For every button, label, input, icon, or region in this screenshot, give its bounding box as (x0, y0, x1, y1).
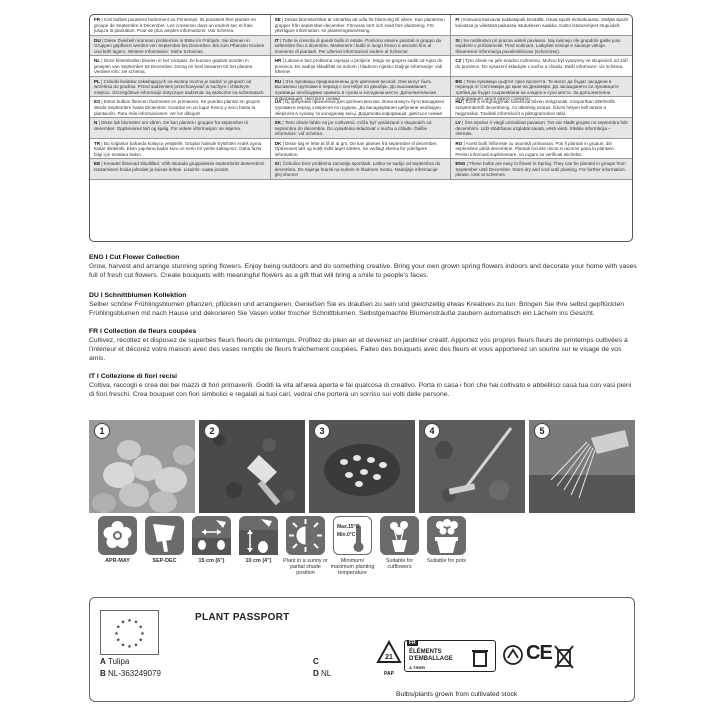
lang-text: Čebulice brez problema zacvetijo spomladi. Lahko se sadijo od septembra do decembra. Do sajenja hraniti na suhem in hladnem mestu. Nadaljnje informacije: glej sheme! (274, 161, 441, 178)
lang-cell-pl: PL | Cebulki kwiatów zakwitających na wiosnę można je sadzić w grupach od września do grudnia. Przed sadzeniem przechowywać w suchym i chłodnym miejscu. Szczegółowe informacje dotyczące sadzenia: są widoczne na schematach. (90, 77, 271, 98)
icon-caption: Minimum/ maximum planting temperature (330, 558, 375, 577)
lang-code: BG (455, 78, 463, 84)
pot-icon (427, 516, 466, 555)
lang-text: Lukovice bez problema cvjetaju u proljeće. Mogu se grupno saditi od rujna do prosinca. Do sadnje skladištiti na suhom i hladnom mjestu. Daljnje informacije: vidi Sheme! (274, 58, 443, 75)
lang-text: Эти луковицы предназначены для цветения весной. Они могут быть высажены группами в период с сентября по декабрь. До высаживания луковицы необходимо хранить в сухом и холодном месте. Дополнительная информация: смотрите схемы! (274, 78, 437, 101)
collection-title: ENG I Cut Flower Collection (89, 254, 180, 261)
lang-cell-dk: DK | Disse løg er lette at få til at gro. De kan plantes fra september til december. Opbevares tørt og koldt indtil løget sættes. Se vedlagt skema for yderligere information. (271, 139, 452, 160)
lang-code: EE (94, 161, 101, 167)
eu-star: ★ (114, 631, 119, 637)
lang-text: These bulbs are easy to flower in Spring. They can be planted in groups from September until December. Store dry and cool until planting. For further information: please, look at schemes. (455, 161, 626, 178)
collection-title: IT I Collezione di fiori recisi (89, 373, 177, 380)
step-number: 3 (314, 423, 330, 439)
lang-text: Tyto cibule na jaře snadno rozkvetou. Mohou být vysazeny ve skupinách od září do prosince. Do vysazení skladujte v suchu a chladu. Další informace: viz schéma. (455, 58, 628, 69)
lang-cell-si: SI | Se rastlinstvo pri prazna aniteli paviwani. Naj rasinejo rile grupdrilo galite jusu sopdenti v pričidarnosti. Pred sodinant. Laikykite vėsioje ir sausoje vietoje. Išsamesnė informacija paveikslėliuose (schemose). (451, 36, 632, 57)
eu-flag-icon (100, 610, 159, 655)
spacing-icon (192, 516, 231, 555)
passport-field-d: D NL (313, 669, 332, 678)
triman-icon (502, 644, 524, 671)
depth-icon (239, 516, 278, 555)
lang-cell-ru: RU | Эти луковицы предназначены для цветения весной. Они могут быть высажены группами в период с сентября по декабрь. До высаживания луковицы необходимо хранить в сухом и холодном месте. Дополнительная информация: смотрите схемы! (271, 77, 452, 98)
sun-icon (286, 516, 325, 555)
lang-code: DU (94, 37, 101, 43)
lang-text: Dessa blomsterlökar är utmärkta att odla för blomning till våren. Kan planteras i grupper från september-december. Förvaras torrt och svalt före plantering. För ytterligare information: se planteringsanvisning. (274, 17, 446, 34)
lang-text: Deze bloembollen bloeien in het voorjaar. Ze kunnen geplant worden in groepen van September tot December. Droog en koel bewaren tot het planten. Verdere info: zie schema. (94, 58, 254, 75)
eu-star: ★ (140, 631, 145, 637)
icon-bloom-period (95, 516, 140, 564)
lang-code: NL (94, 58, 101, 64)
passport-field-a: A Tulipa (100, 657, 130, 666)
passport-title: PLANT PASSPORT (195, 612, 290, 623)
fr-sub: À TRIER (409, 665, 425, 670)
trowel-icon (145, 516, 184, 555)
lang-text: Tutte la crescita di questi bulbi in estate. Possono essere piantati in gruppo da settembre fino a dicembre. Mantenere i bulbi in luogo fresco e asciutto fino al momento di piantarli. Per ulteriori informazioni vedere al Schema! (274, 37, 442, 54)
lang-code: PL (94, 78, 100, 84)
collection-it (89, 373, 637, 399)
lang-cell-nl: NL | Deze bloembollen bloeien in het voorjaar. Ze kunnen geplant worden in groepen van September tot December. Droog en koel bewaren tot het planten. Verdere info: zie schema. (90, 56, 271, 77)
lang-text: Bu soğanlar baharda kolayca yetiştirilir. Gruplar halinde Eylül'den Aralık ayına kadar dikilebilir. Ekim yapılana kadar kuru ve serin bir yerde saklayınız. Daha fazla bilgi için emalara bakın. (94, 140, 262, 157)
lang-code: TR (94, 140, 101, 146)
lang-cell-hu: HU | Ezek a virághagymák tavasszal bőven virágzanak. Csoportban ültethetők szeptembertől decemberig. Az ültetésig száraz, hűvös helyen kell tartani a hagymákat. További információt a piktogramokon talál. (451, 97, 632, 118)
weee-bin-icon (553, 644, 575, 675)
lang-text: Diese Zwiebeln kommen problemlos in Blüte im Frühjahr. Sie können in Gruppen gepflanzt werden von September bis Dezember. Bis zum Pflanzen trocken und kühl lagern. Weitere Information: Siehe Schemas. (94, 37, 265, 54)
passport-field-b: B NL-363249079 (100, 669, 161, 678)
eu-star: ★ (138, 624, 144, 631)
lang-text: Тези луковици цъфтят през пролетта. Те могат да бъдат засадени в периода от Септември до края на Декември. До засаждането си луковиците трябва да бъдат съхранявани на хладно и сухо място. За допълнителна информация, моля вижте схемата! (455, 78, 619, 101)
lang-code: UA (274, 99, 282, 105)
icon-spacing (189, 516, 234, 564)
step-number: 5 (534, 423, 550, 439)
collection-title: FR I Collection de fleurs coupées (89, 328, 197, 335)
collection-text: Selber schöne Frühlingsblumen pflanzen, pflücken und arrangieren. Genießen Sie es draußen zu sein und gleichzeitig etwas Kreatives zu tun. Bringen Sie Ihre selbst gepflückten Frühlingsblumen mit nach Hause und dekorieren Sie Vasen voller frischer Schnittblumen. Selbstgemachte Blumensträuße zaubern automatisch ein Lächeln ins Gesicht. (89, 301, 625, 318)
lang-code: CZ (455, 58, 462, 64)
icon-pots (424, 516, 469, 564)
lang-cell-es: ES | Estos bulbos florecen fácilmente en primavera. Se pueden plantar en grupos desde Septiembre hasta Diciembre. Guardar en un lugar fresco y seco hasta la plantación. Para más informaciones: ver los dibujos! (90, 97, 271, 118)
flower-icon (98, 516, 137, 555)
lang-cell-sk: SK | Tieto cibule ľahko na jar rozkvetnú. môžu byť vysádzané v skupinách od septembra do decembra. Do vysadenia skladovať v suchu a chlade. Ďalšie informácie: viď schéma. (271, 118, 452, 139)
lang-code: ES (94, 99, 101, 105)
lang-text: Estos bulbos florecen fácilmente en primavera. Se pueden plantar en grupos desde Septiembre hasta Diciembre. Guardar en un lugar fresco y seco hasta la plantación. Para más informaciones: ver los dibujos! (94, 99, 260, 116)
lang-text: Kevadel õitsevad sibullilled. Võib istutada gruppidesse septembrist detsembrini. Istutamiseni hoida jahedas ja kuivas kohas. Lisainfo: vaata joonist. (94, 161, 266, 172)
lang-text: Disse løg er lette at få til at gro. De kan plantes fra september til december. Opbevares tørt og koldt indtil løget sættes. Se vedlagt skema for yderligere information. (274, 140, 438, 157)
lang-code: SI (274, 161, 279, 167)
collection-title: DU I Schnittblumen Kollektion (89, 292, 187, 299)
lang-code: IT (274, 37, 279, 43)
lang-cell-it: IT | Tutte la crescita di questi bulbi in estate. Possono essere piantati in gruppo da settembre fino a dicembre. Mantenere i bulbi in luogo fresco e asciutto fino al momento di piantarli. Per ulteriori informazioni vedere al Schema! (271, 36, 452, 57)
eu-star: ★ (138, 637, 144, 644)
bin-icon (469, 646, 491, 668)
lang-code: FI (455, 17, 460, 22)
planting-steps (89, 420, 635, 513)
icon-caption: Suitable for cutflowers (385, 558, 414, 571)
lang-text: Šos sīpolus ir viegli uzziedinat pavasarī. Tos var stādīt grupās no septembra līdz decembrim. Līdz stādīšanai uzglabāt sausā, vēsā vietā. Sīkāka informācija – shēmās. (455, 119, 628, 137)
icon-depth (236, 516, 281, 564)
icon-caption: 10 cm (4") (245, 558, 272, 564)
step-photo-3 (309, 420, 415, 513)
ce-mark: CE (526, 642, 552, 664)
lang-text: Acest bulb înflorește cu ușurință primavara. Poti fi plantati in grupuri, din septembrie până decembrie. Plantati locurile uscat si racoros pana la plantare. Pentru informatii suplimentare, va rugam sa verificati etichetta. (455, 140, 615, 157)
lang-code: DK (274, 140, 282, 146)
icon-caption: 15 cm (6") (198, 558, 225, 564)
svg-text:Max.15°C: Max.15°C (337, 524, 360, 530)
eu-star: ★ (127, 644, 132, 650)
lang-code: RO (455, 140, 463, 146)
lang-cell-si: SI | Čebulice brez problema zacvetijo spomladi. Lahko se sadijo od septembra do decembra. Do sajenja hraniti na suhem in hladnem mestu. Nadaljnje informacije: glej sheme! (271, 159, 452, 180)
lang-cell-lv: LV | Šos sīpolus ir viegli uzziedinat pavasarī. Tos var stādīt grupās no septembra līdz decembrim. Līdz stādīšanai uzglabāt sausā, vēsā vietā. Sīkāka informācija – shēmās. (451, 118, 632, 139)
passport-field-c: C (313, 657, 319, 666)
icon-caption: APR-MAY (105, 558, 130, 564)
icon-planting-period (142, 516, 187, 564)
lang-cell-du: DU | Diese Zwiebeln kommen problemlos in Blüte im Frühjahr. Sie können in Gruppen gepflanzt werden von September bis Dezember. Bis zum Pflanzen trocken und kühl lagern. Weitere Information: Siehe Schemas. (90, 36, 271, 57)
triman-box (404, 640, 496, 672)
lang-text: Ces bulbes poussent facilement au Printemps. Ils poussent être plantés en groupe de Septembre à Décembre. Les conserver dans un endroit sec et frais jusqu'à la plantation. Pour de plus amples informations: Voir schéma. (94, 17, 257, 34)
planting-icons (95, 516, 535, 581)
step-number: 4 (424, 423, 440, 439)
icon-caption: Plant in a sunny or partial shade position (283, 558, 328, 577)
lang-cell-tr: TR | Bu soğanlar baharda kolayca yetiştirilir. Gruplar halinde Eylül'den Aralık ayına kadar dikilebilir. Ekim yapılana kadar kuru ve serin bir yerde saklayınız. Daha fazla bilgi için emalara bakın. (90, 139, 271, 160)
lang-code: HU (455, 99, 462, 105)
step-photo-2 (199, 420, 305, 513)
thermometer-icon (333, 516, 372, 555)
recycle-pap-icon (376, 640, 402, 677)
step-photo-5 (529, 420, 635, 513)
lang-code: ENG (455, 161, 466, 167)
lang-cell-cz: CZ | Tyto cibule na jaře snadno rozkvetou. Mohou být vysazeny ve skupinách od září do prosince. Do vysazení skladujte v suchu a chladu. Další informace: viz schéma. (451, 56, 632, 77)
collection-text: Coltiva, raccogli e crea dei bei mazzi di fiori primaverili. Goditi la vita all'area aperta e fai qualcosa di creativo. Porta in casa i fiori che hai coltivato e abbellisci casa tua con vasi pieni di fiori freschi. Crea bouquet con fiori simbolici e regalali ai tuoi cari, vedrai che porterà un sorriso sui volti delle persone. (89, 382, 632, 399)
icon-caption: SEP-DEC (152, 558, 177, 564)
lang-code: SE (274, 17, 281, 22)
step-photo-4 (419, 420, 525, 513)
lang-text: Cebulki kwiatów zakwitających na wiosnę można je sadzić w grupach od września do grudnia. Przed sadzeniem przechowywać w suchym i chłodnym miejscu. Szczegółowe informacje dotyczące sadzenia: są widoczne na schematach. (94, 78, 265, 95)
lang-cell-n: N | Disse løk blomstrer om våren. De kan plantes i grupper fra september til desember. Oppbevares tørt og kjølig. For videre informasjon: se skjema. (90, 118, 271, 139)
eu-star: ★ (133, 642, 139, 649)
lang-text: Ezek a virághagymák tavasszal bőven virágzanak. Csoportban ültethetők szeptembertől decemberig. Az ültetésig száraz, hűvös helyen kell tartani a hagymákat. További információt a piktogramokon talál. (455, 99, 615, 116)
lang-code: SI (455, 37, 460, 43)
lang-text: Disse løk blomstrer om våren. De kan plantes i grupper fra september til desember. Oppbevares tørt og kjølig. For videre informasjon: se skjema. (94, 119, 248, 131)
svg-text:21: 21 (385, 654, 393, 661)
eu-star: ★ (120, 619, 126, 626)
lang-text: Ці цибулини призначені для цвітіння весною. Вони можуть бути висаджені групами в період з вересня по грудень. До висаджування цибулини необхідно зберігати в сухому та холодному місці. Додаткова інформація: дивіться схеми! (274, 99, 444, 116)
eu-star: ★ (115, 637, 121, 644)
fr-text: ÉLÉMENTS D'EMBALLAGE (409, 649, 453, 662)
icon-caption: Suitable for pots (427, 558, 466, 564)
eu-star: ★ (115, 624, 121, 631)
cultivated-stock-note: Bulbs/plants grown from cultivated stock (396, 691, 518, 698)
lang-code: N (94, 119, 98, 125)
collection-du (89, 292, 637, 318)
step-photo-1 (89, 420, 195, 513)
fr-label: FR (409, 640, 416, 646)
pap-label: PAP (384, 671, 394, 677)
step-number: 2 (204, 423, 220, 439)
eu-star: ★ (127, 618, 132, 624)
lang-code: SK (274, 119, 282, 125)
lang-text: Se rastlinstvo pri prazna aniteli paviwani. Naj rasinejo rile grupdrilo galite jusu sopdenti v pričidarnosti. Pred sodinant. Laikykite vėsioje ir sausoje vietoje. Išsamesnė informacija paveikslėliuose (schemose). (455, 37, 621, 54)
lang-cell-eng: ENG | These bulbs are easy to flower in Spring. They can be planted in groups from September until December. Store dry and cool until planting. For further information: please, look at schemes. (451, 159, 632, 180)
eu-star: ★ (133, 619, 139, 626)
lang-cell-fi: FI | Kasvaria kasvavat kukkasipulit keväällä. Istuta sipulit eloluokuussa. Säilytä sipulit kuivassa ja viileässä paikassa istutukseen saakka. Katso istutusohjeet etupuolelt. (451, 15, 632, 36)
lang-cell-bg: BG | Тези луковици цъфтят през пролетта. Те могат да бъдат засадени в периода от Септември до края на Декември. До засаждането си луковиците трябва да бъдат съхранявани на хладно и сухо място. За допълнителна информация, моля вижте схемата! (451, 77, 632, 98)
lang-code: LV (455, 119, 461, 125)
lang-text: Kasvaria kasvavat kukkasipulit keväällä. Istuta sipulit eloluokuussa. Säilytä sipulit kuivassa ja viileässä paikassa istutukseen saakka. Katso istutusohjeet etupuolelt. (455, 17, 628, 28)
eu-star: ★ (120, 642, 126, 649)
lang-cell-se: SE | Dessa blomsterlökar är utmärkta att odla för blomning till våren. Kan planteras i grupper från september-december. Förvaras torrt och svalt före plantering. För ytterligare information: se planteringsanvisning. (271, 15, 452, 36)
cut-flower-icon (380, 516, 419, 555)
lang-cell-fr: FR | Ces bulbes poussent facilement au Printemps. Ils poussent être plantés en groupe de Septembre à Décembre. Les conserver dans un endroit sec et frais jusqu'à la plantation. Pour de plus amples informations: Voir schéma. (90, 15, 271, 36)
lang-cell-hr: HR | Lukovice bez problema cvjetaju u proljeće. Mogu se grupno saditi od rujna do prosinca. Do sadnje skladištiti na suhom i hladnom mjestu. Daljnje informacije: vidi Sheme! (271, 56, 452, 77)
icon-cutflowers (377, 516, 422, 570)
icon-sun (283, 516, 328, 577)
lang-cell-ee: EE | Kevadel õitsevad sibullilled. Võib istutada gruppidesse septembrist detsembrini. Istutamiseni hoida jahedas ja kuivas kohas. Lisainfo: vaata joonist. (90, 159, 271, 180)
lang-cell-ua: UA | Ці цибулини призначені для цвітіння весною. Вони можуть бути висаджені групами в період з вересня по грудень. До висаджування цибулини необхідно зберігати в сухому та холодному місці. Додаткова інформація: дивіться схеми! (271, 97, 452, 118)
packaging-marks (376, 640, 591, 685)
lang-code: HR (274, 58, 282, 64)
lang-cell-ro: RO | Acest bulb înflorește cu ușurință primavara. Poti fi plantati in grupuri, din septembrie până decembrie. Plantati locurile uscat si racoros pana la plantare. Pentru informatii suplimentare, va rugam sa verificati etichetta. (451, 139, 632, 160)
multilingual-instructions (89, 14, 633, 242)
collection-text: Cultivez, récoltez et disposez de superbes fleurs fleurs de printemps. Profitez du plein air et devenez un jardinier créatif. Apportez vos propres fleurs fleurs de printemps cultivées à l'intérieur et décorez votre maison avec des vases remplis de fleurs fraîchement coupées. Faites des bouquets avec des fleurs et vous apporterez un sourire sur le visage de vos amis. (89, 337, 628, 363)
collection-eng (89, 254, 637, 280)
lang-text: Tieto cibule ľahko na jar rozkvetnú. môžu byť vysádzané v skupinách od septembra do decembra. Do vysadenia skladovať v suchu a chlade. Ďalšie informácie: viď schéma. (274, 119, 432, 137)
icon-temperature (330, 516, 375, 577)
svg-text:Min.0°C: Min.0°C (337, 532, 356, 538)
step-number: 1 (94, 423, 110, 439)
lang-code: RU (274, 78, 282, 84)
collection-text: Grow, harvest and arrange stunning spring flowers. Enjoy being outdoors and do something creative. Bring your own grown spring flowers indoors and decorate your home with vases full of fresh cut flowers. Create bouquets with meaningful flowers as a gift that will bring a smile to people's faces. (89, 263, 637, 280)
collection-fr (89, 328, 637, 364)
lang-code: FR (94, 17, 101, 22)
